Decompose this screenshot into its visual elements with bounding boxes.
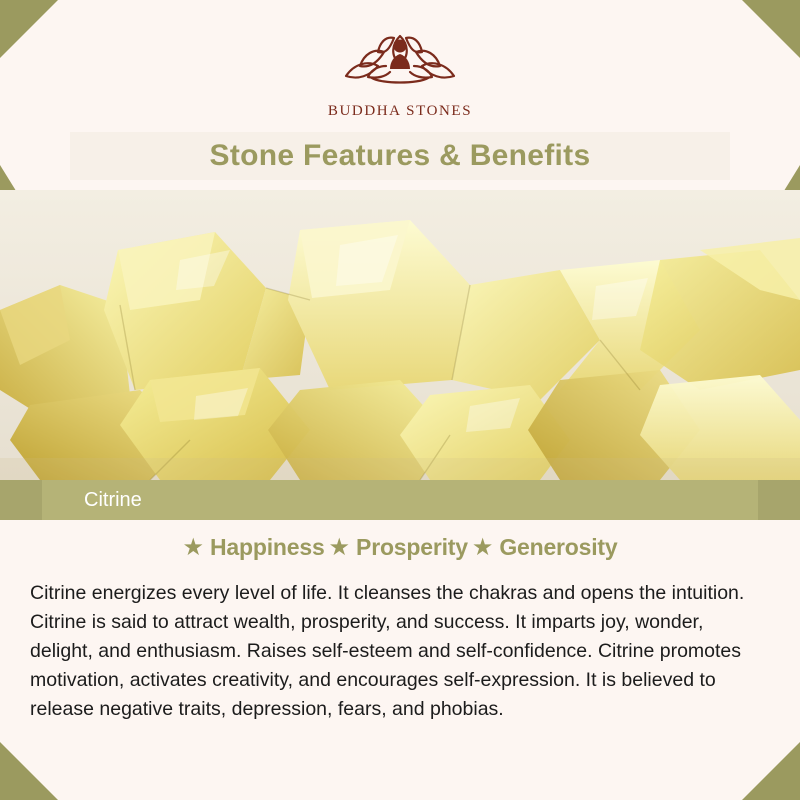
star-icon: ★ — [471, 533, 494, 561]
keyword-label: Generosity — [499, 534, 618, 560]
keyword-item — [183, 534, 325, 561]
star-icon: ★ — [328, 533, 351, 561]
name-bar-right-accent — [758, 480, 800, 520]
keyword-item — [329, 534, 468, 561]
stone-keywords — [0, 534, 800, 561]
keyword-label: Happiness — [210, 534, 325, 560]
brand-name: BUDDHA STONES — [327, 103, 473, 119]
keyword-label: Prosperity — [356, 534, 468, 560]
stone-description: Citrine energizes every level of life. It cleanses the chakras and opens the intuition. Citrine is said to attract wealth, prosperity, and success. It imparts joy, wonder, delight, and enthusiasm. Raises self-esteem and self-confidence. Citrine promotes motivation, activates creativity, and encourages self-expression. It is believed to release negative traits, depression, fears, and phobias. — [30, 582, 745, 720]
stone-name: Citrine — [84, 488, 142, 511]
star-icon: ★ — [182, 533, 205, 561]
brand-header — [0, 0, 800, 120]
keyword-item — [472, 534, 618, 561]
stone-name-bar — [0, 480, 800, 520]
name-bar-left-accent — [0, 480, 42, 520]
citrine-rough-stones-photo — [0, 190, 800, 480]
title-banner — [70, 132, 730, 180]
lotus-meditation-icon — [0, 22, 800, 99]
page-title: Stone Features & Benefits — [209, 139, 591, 172]
